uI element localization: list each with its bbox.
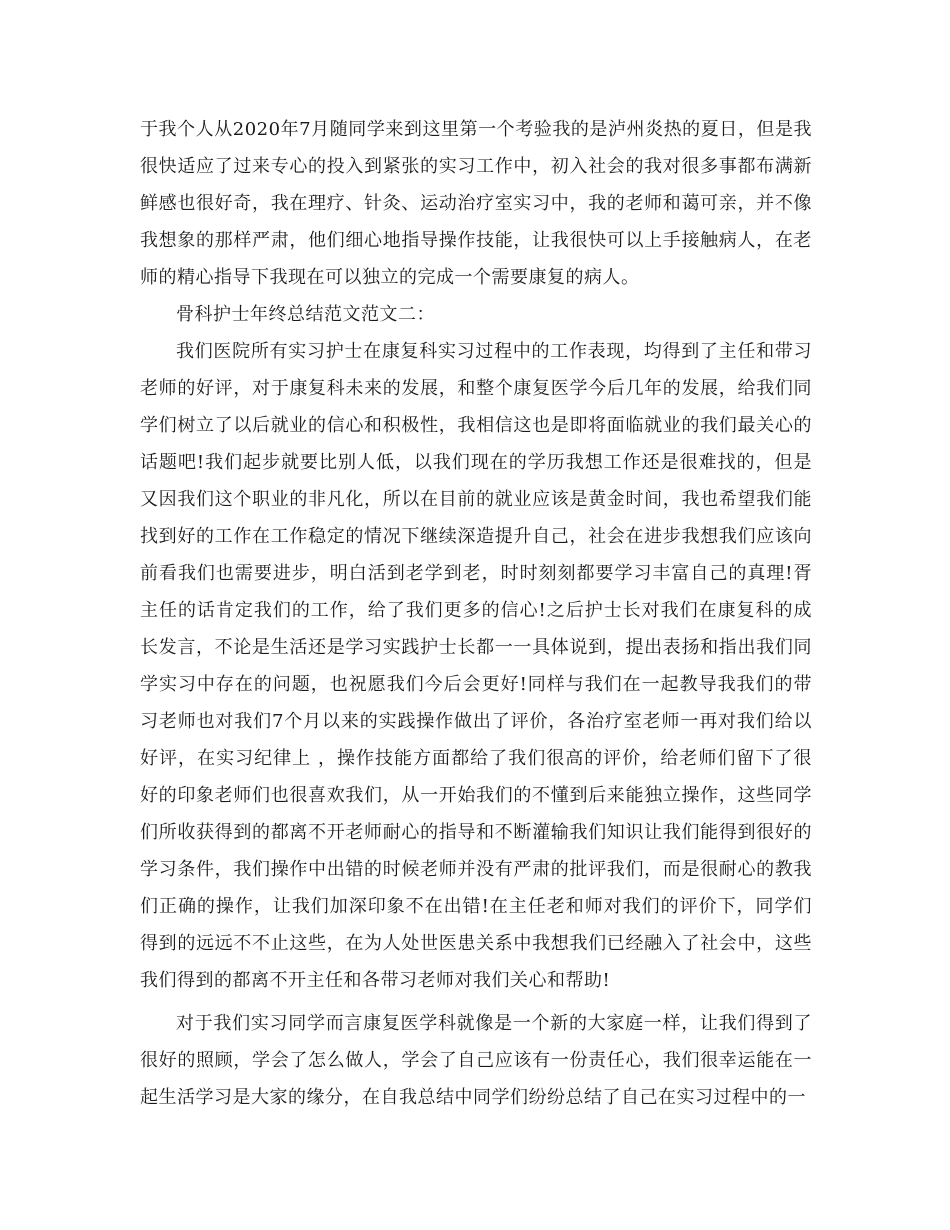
paragraph-continuation: 于我个人从2020年7月随同学来到这里第一个考验我的是泸州炎热的夏日，但是我很快适应了过来专心的投入到紧张的实习工作中，初入社会的我对很多事都布满新鲜感也很好奇，我在理疗、针灸、运动治疗室实习中，我的老师和蔼可亲，并不像我想象的那样严肃，他们细心地指导操作技能，让我很快可以上手接触病人，在老师的精心指导下我现在可以独立的完成一个需要康复的病人。: [140, 119, 812, 288]
document-body: [140, 111, 812, 1116]
section-heading: 骨科护士年终总结范文范文二：: [176, 304, 435, 325]
paragraph-body: 对于我们实习同学而言康复医学科就像是一个新的大家庭一样，让我们得到了很好的照顾，学会了怎么做人，学会了自己应该有一份责任心，我们很幸运能在一起生活学习是大家的缘分，在自我总结中同学们纷纷总结了自己在实习过程中的一: [140, 1013, 812, 1108]
paragraph-body: 我们医院所有实习护士在康复科实习过程中的工作表现，均得到了主任和带习老师的好评，对于康复科未来的发展，和整个康复医学今后几年的发展，给我们同学们树立了以后就业的信心和积极性，我相信这也是即将面临就业的我们最关心的话题吧!我们起步就要比别人低，以我们现在的学历我想工作还是很难找的，但是又因我们这个职业的非凡化，所以在目前的就业应该是黄金时间，我也希望我们能找到好的工作在工作稳定的情况下继续深造提升自己，社会在进步我想我们应该向前看我们也需要进步，明白活到老学到老，时时刻刻都要学习丰富自己的真理!胥主任的话肯定我们的工作，给了我们更多的信心!之后护士长对我们在康复科的成长发言，不论是生活还是学习实践护士长都一一具体说到，提出表扬和指出我们同学实习中存在的问题，也祝愿我们今后会更好!同样与我们在一起教导我我们的带习老师也对我们7个月以来的实践操作做出了评价，各治疗室老师一再对我们给以好评，在实习纪律上 ，操作技能方面都给了我们很高的评价，给老师们留下了很好的印象老师们也很喜欢我们，从一开始我们的不懂到后来能独立操作，这些同学们所收获得到的都离不开老师耐心的指导和不断灌输我们知识让我们能得到很好的学习条件，我们操作中出错的时候老师并没有严肃的批评我们，而是很耐心的教我们正确的操作，让我们加深印象不在出错!在主任老和师对我们的评价下，同学们得到的远远不不止这些，在为人处世医患关系中我想我们已经融入了社会中，这些我们得到的都离不开主任和各带习老师对我们关心和帮助!: [140, 341, 812, 991]
